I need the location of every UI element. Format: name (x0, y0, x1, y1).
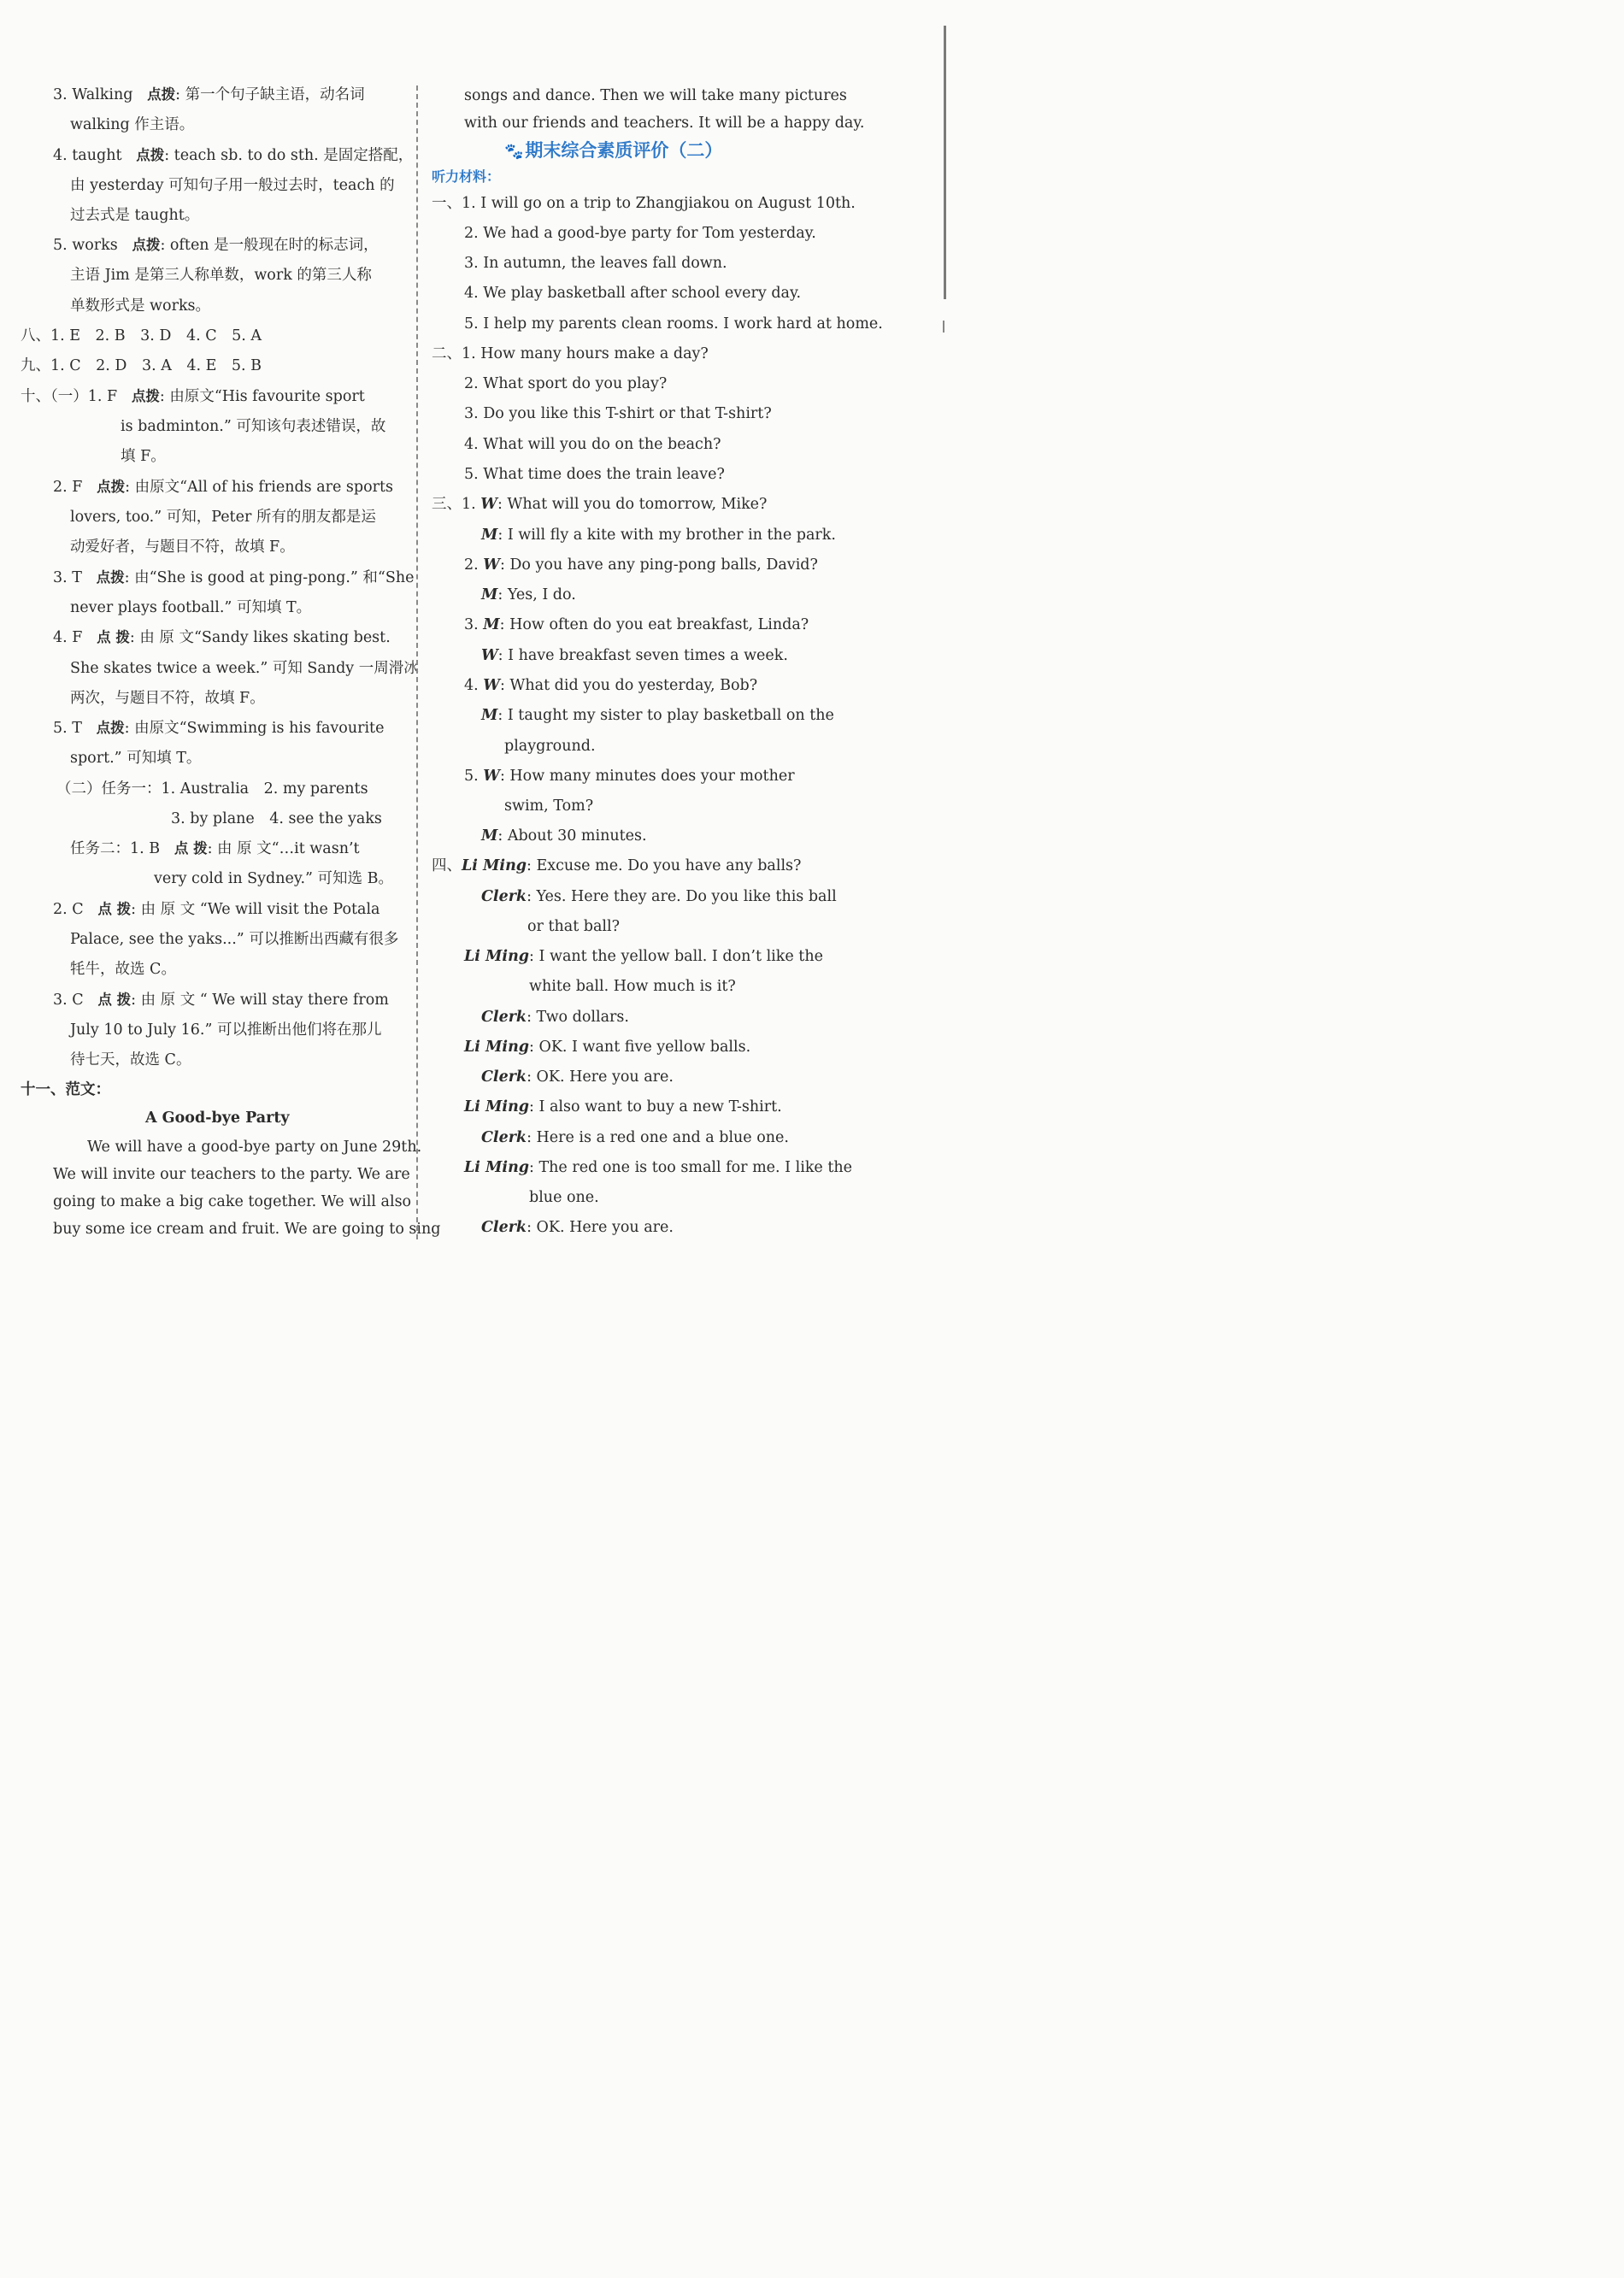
answer-10-3: 3. T 点拨: 由“She is good at ping-pong.” 和“She (53, 569, 415, 586)
dialogue-line: Li Ming: I also want to buy a new T-shirt. (464, 1098, 782, 1115)
listening-item: 2. What sport do you play? (464, 375, 668, 392)
answer-10-1-line2: is badminton.” 可知该句表述错误，故 (121, 418, 386, 435)
answer-7-3-line2: walking 作主语。 (70, 116, 195, 133)
answer-10-3-line2: never plays football.” 可知填 T。 (70, 599, 312, 616)
dialogue-line: Clerk: OK. Here you are. (481, 1219, 674, 1236)
answer-7-3: 3. Walking 点拨: 第一个句子缺主语，动名词 (53, 86, 365, 103)
dialogue-line: 2. W: Do you have any ping-pong balls, David? (464, 556, 818, 574)
task1-line1: （二）任务一：1. Australia 2. my parents (56, 780, 368, 798)
answer-7-5-line3: 单数形式是 works。 (70, 297, 211, 315)
tip-label: 点拨 (96, 720, 125, 736)
essay-line: We will invite our teachers to the party. We are (53, 1166, 410, 1183)
page-edge-tick (943, 321, 944, 333)
answer-7-4: 4. taught 点拨: teach sb. to do sth. 是固定搭配， (53, 147, 414, 164)
essay-line: buy some ice cream and fruit. We are going to sing (53, 1221, 441, 1238)
dialogue-line: 4. W: What did you do yesterday, Bob? (464, 677, 758, 694)
dialogue-line: swim, Tom? (504, 798, 594, 815)
answer-10-2-line2: lovers, too.” 可知，Peter 所有的朋友都是运 (70, 509, 376, 526)
answer-9: 九、1. C 2. D 3. A 4. E 5. B (21, 357, 262, 374)
dialogue-line: W: I have breakfast seven times a week. (481, 647, 788, 664)
listening-item: 5. I help my parents clean rooms. I work hard at home. (464, 315, 883, 333)
answer-10-1-line3: 填 F。 (121, 448, 166, 465)
tip-label: 点拨 (96, 569, 125, 586)
listening-item: 4. What will you do on the beach? (464, 436, 721, 453)
dialogue-line: M: I will fly a kite with my brother in the park. (481, 527, 836, 544)
answer-10-2: 2. F 点拨: 由原文“All of his friends are sports (53, 479, 394, 496)
answer-10-4-line3: 两次，与题目不符，故填 F。 (70, 690, 265, 707)
task2-1: 任务二：1. B 点 拨: 由 原 文“…it wasn’t (70, 840, 360, 857)
dialogue-line: blue one. (529, 1189, 599, 1206)
tip-label: 点 拨 (97, 901, 132, 917)
answer-10-4: 4. F 点 拨: 由 原 文“Sandy likes skating best. (53, 629, 391, 646)
dialogue-line: Clerk: Yes. Here they are. Do you like this ball (481, 888, 837, 905)
listening-item: 5. What time does the train leave? (464, 466, 725, 483)
dialogue-line: Clerk: OK. Here you are. (481, 1068, 674, 1086)
dialogue-line: 四、Li Ming: Excuse me. Do you have any balls? (432, 857, 802, 874)
answer-10-5-line2: sport.” 可知填 T。 (70, 750, 202, 767)
answer-7-4-line3: 过去式是 taught。 (70, 207, 200, 224)
listening-item: 一、1. I will go on a trip to Zhangjiakou on August 10th. (432, 195, 856, 212)
answer-11-label: 十一、范文： (21, 1081, 110, 1098)
tip-label: 点 拨 (97, 992, 132, 1008)
dialogue-line: 3. M: How often do you eat breakfast, Linda? (464, 616, 809, 633)
task1-line2: 3. by plane 4. see the yaks (171, 810, 382, 827)
answer-10-2-line3: 动爱好者，与题目不符，故填 F。 (70, 539, 295, 556)
listening-item: 二、1. How many hours make a day? (432, 345, 709, 362)
dialogue-line: M: Yes, I do. (481, 586, 576, 603)
essay-line: with our friends and teachers. It will be a happy day. (464, 115, 865, 132)
paw-icon: 🐾 (504, 143, 524, 161)
tip-label: 点拨 (136, 147, 165, 163)
dialogue-line: M: I taught my sister to play basketball on the (481, 707, 834, 724)
dialogue-line: playground. (504, 738, 596, 755)
section-title: 🐾期末综合素质评价（二） (504, 140, 723, 161)
dialogue-line: Li Ming: The red one is too small for me. I like the (464, 1159, 853, 1176)
answer-7-5-line2: 主语 Jim 是第三人称单数，work 的第三人称 (70, 267, 372, 284)
answer-10-1: 十、（一）1. F 点拨: 由原文“His favourite sport (21, 388, 365, 405)
task2-2: 2. C 点 拨: 由 原 文 “We will visit the Potala (53, 901, 380, 918)
answer-7-4-line2: 由 yesterday 可知句子用一般过去时，teach 的 (70, 177, 395, 194)
dialogue-line: or that ball? (527, 918, 621, 935)
page-edge-mark (944, 26, 946, 299)
tip-label: 点 拨 (97, 629, 130, 645)
essay-line: songs and dance. Then we will take many pictures (464, 87, 847, 104)
task2-1-line2: very cold in Sydney.” 可知选 B。 (154, 870, 393, 887)
task2-2-line3: 牦牛，故选 C。 (70, 961, 176, 978)
listening-item: 3. Do you like this T-shirt or that T-shirt? (464, 405, 772, 422)
listening-item: 4. We play basketball after school every day. (464, 285, 802, 302)
listening-item: 2. We had a good-bye party for Tom yesterday. (464, 225, 816, 242)
dialogue-line: white ball. How much is it? (529, 978, 736, 995)
essay-line: going to make a big cake together. We will also (53, 1193, 412, 1210)
dialogue-line: Clerk: Here is a red one and a blue one. (481, 1129, 789, 1146)
dialogue-line: 三、1. W: What will you do tomorrow, Mike? (432, 496, 768, 513)
tip-label: 点拨 (97, 479, 126, 495)
task2-3: 3. C 点 拨: 由 原 文 “ We will stay there from (53, 992, 389, 1009)
tip-label: 点 拨 (174, 840, 208, 856)
essay-line: We will have a good-bye party on June 29th. (87, 1139, 422, 1156)
listening-item: 3. In autumn, the leaves fall down. (464, 255, 727, 272)
dialogue-line: Li Ming: I want the yellow ball. I don’t like the (464, 948, 823, 965)
tip-label: 点拨 (132, 237, 161, 253)
answer-10-5: 5. T 点拨: 由原文“Swimming is his favourite (53, 720, 385, 737)
answer-10-4-line2: She skates twice a week.” 可知 Sandy 一周滑冰 (70, 660, 419, 677)
dialogue-line: Clerk: Two dollars. (481, 1009, 629, 1026)
dialogue-line: M: About 30 minutes. (481, 827, 647, 845)
dialogue-line: Li Ming: OK. I want five yellow balls. (464, 1039, 751, 1056)
task2-3-line2: July 10 to July 16.” 可以推断出他们将在那儿 (70, 1021, 382, 1039)
task2-2-line2: Palace, see the yaks...” 可以推断出西藏有很多 (70, 931, 399, 948)
listening-material-label: 听力材料： (432, 168, 501, 185)
tip-label: 点拨 (131, 388, 160, 404)
column-divider (416, 85, 418, 1239)
answer-7-5: 5. works 点拨: often 是一般现在时的标志词， (53, 237, 379, 254)
dialogue-line: 5. W: How many minutes does your mother (464, 768, 795, 785)
answer-8: 八、1. E 2. B 3. D 4. C 5. A (21, 327, 262, 344)
tip-label: 点拨 (147, 86, 176, 103)
task2-3-line3: 待七天，故选 C。 (70, 1051, 191, 1068)
essay-title: A Good-bye Party (145, 1110, 290, 1127)
